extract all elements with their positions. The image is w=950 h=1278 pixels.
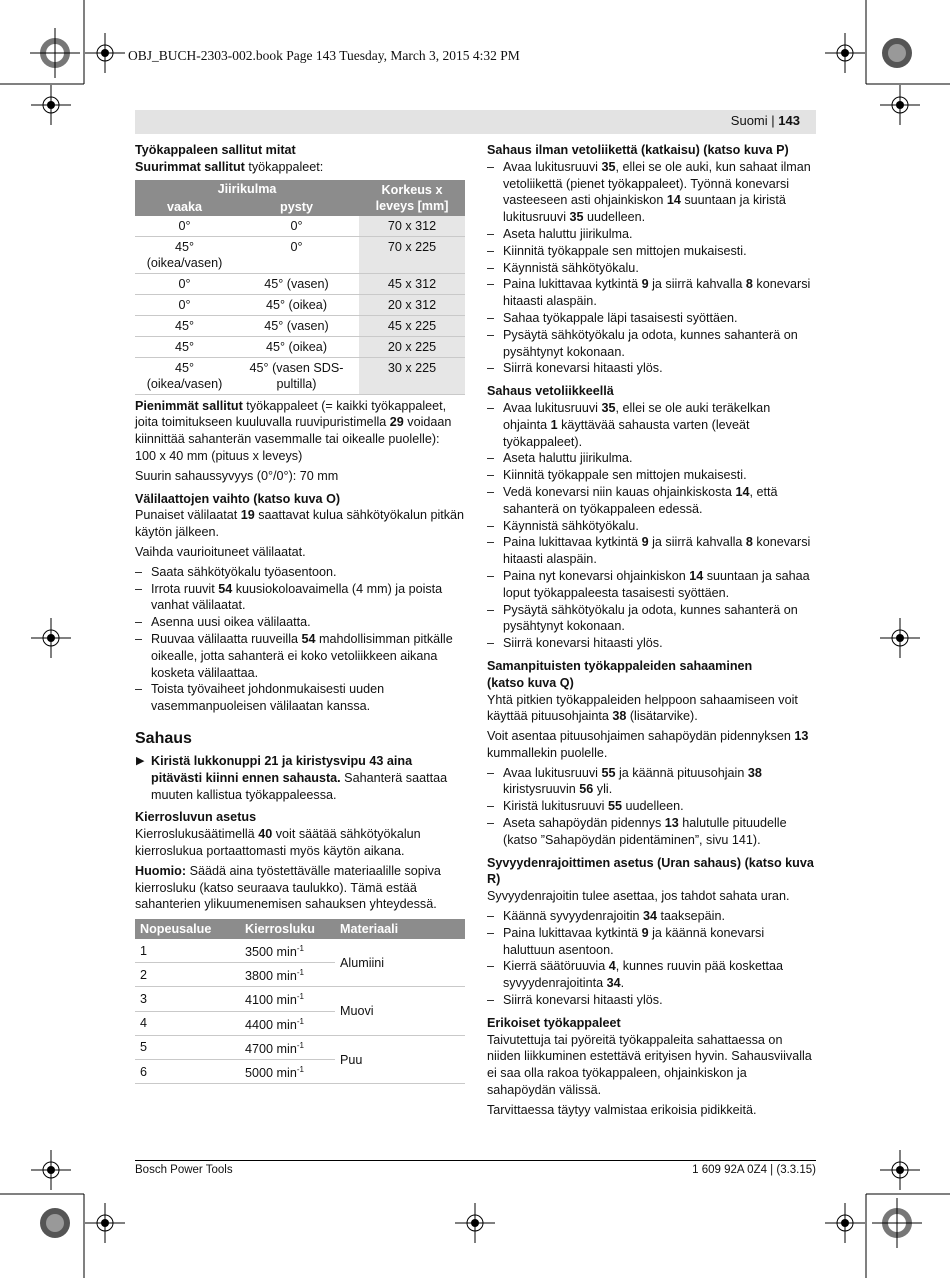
table-row: [135, 1035, 465, 1059]
ref-number: 35: [601, 159, 616, 174]
ref-number: 34: [606, 976, 621, 991]
cell-vertical: 45° (oikea): [234, 294, 359, 315]
text: kiristysruuvin: [503, 782, 580, 797]
safety-text: Sahanterä saattaa muuten kallistua työkappaleessa.: [151, 770, 448, 802]
text: Paina lukittavaa kytkintä: [503, 925, 642, 940]
cell-horizontal: 0°: [135, 294, 234, 315]
list-item: – Saata sähkötyökalu työasentoon.: [135, 564, 465, 581]
depth-stop-paragraph: Syvyydenrajoitin tulee asettaa, jos tahdot sahata uran.: [487, 889, 790, 904]
heading-insert-plates: Välilaattojen vaihto (katso kuva O): [135, 491, 341, 506]
list-item: – Pysäytä sähkötyökalu ja odota, kunnes sahanterä on pysähtynyt kokonaan.: [487, 602, 817, 636]
text: , että sahanterä on työkappaleen edessä.: [503, 484, 778, 516]
cell-stage: 5: [135, 1035, 240, 1059]
list-item: [487, 568, 817, 602]
text: Aseta sahapöydän pidennys: [503, 816, 665, 831]
cell-size: 30 x 225: [359, 357, 465, 394]
list-item: [135, 581, 465, 615]
cell-vertical: 0°: [234, 216, 359, 237]
cell-rpm: [240, 987, 335, 1011]
text: , kunnes ruuvin pää koskettaa syvyydenrajoitinta: [503, 959, 784, 991]
ref-number: 4: [608, 959, 616, 974]
text: ja käännä konevarsi haluttuun asentoon.: [503, 925, 765, 957]
col-header-stage: Nopeusalue: [135, 919, 240, 939]
text: halutulle pituudelle (katso ”Sahapöydän pidentäminen”, sivu 141).: [503, 816, 787, 847]
text: Avaa lukitusruuvi: [503, 400, 602, 415]
list-item: – Käynnistä sähkötyökalu.: [487, 518, 817, 535]
text: taaksepäin.: [657, 909, 725, 924]
table-row: [135, 987, 465, 1011]
note-text: Säädä aina työstettävälle materiaalille sopiva kierrosluku (katso seuraava taulukko). Tämä estää sahanterien ylikuumenemisen sahauksen yhteydessä.: [135, 863, 441, 912]
ref-number: 14: [689, 568, 704, 583]
text: ja siirrä kahvalla: [648, 535, 746, 550]
list-item: [487, 798, 817, 815]
min-dimensions: 100 x 40 mm (pituus x leveys): [135, 448, 303, 463]
heading-slide-cut: Sahaus vetoliikkeellä: [487, 384, 614, 399]
rpm-unit: min: [276, 945, 297, 960]
text: Yhtä pitkien työkappaleiden helppoon sahaamiseen voit käyttää pituusohjainta: [487, 692, 798, 724]
equal-length-paragraph-2: [487, 728, 817, 762]
list-item: [487, 815, 817, 849]
cell-size: 70 x 225: [359, 236, 465, 273]
heading-equal-length: [487, 658, 817, 692]
ref-number: 56: [579, 782, 594, 797]
text: saattavat kulua sähkötyökalun pitkän käytön jälkeen.: [135, 508, 465, 540]
table-row: [135, 357, 465, 394]
cell-rpm: [240, 963, 335, 987]
max-cut-depth: Suurin sahaussyvyys (0°/0°): 70 mm: [135, 468, 339, 483]
crosshair-mark-right-top: [880, 85, 920, 125]
registration-mark-bottom-left: [30, 1198, 80, 1248]
special-paragraph-2: Tarvittaessa täytyy valmistaa erikoisia pidikkeitä.: [487, 1102, 757, 1117]
list-item: – Sahaa työkappale läpi tasaisesti syöttäen.: [487, 310, 817, 327]
list-item: [487, 484, 817, 518]
cell-vertical: 45° (oikea): [234, 336, 359, 357]
text: uudelleen.: [583, 210, 646, 225]
cell-horizontal: 45°: [135, 315, 234, 336]
text: mahdollisimman pitkälle oikealle, jotta sahanterä ei koko vetoliikkeen aikana kosketa välilaattaa.: [151, 631, 453, 680]
rpm-value: 3800: [245, 969, 274, 984]
heading-line-2: (katso kuva Q): [487, 675, 574, 690]
insert-paragraph-2: Vaihda vaurioituneet välilaatat.: [135, 544, 306, 559]
heading-special-workpieces: Erikoiset työkappaleet: [487, 1015, 621, 1030]
rpm-exp: -1: [296, 1065, 304, 1075]
registration-mark-top-right: [872, 28, 922, 78]
ref-number: 14: [666, 193, 681, 208]
heading-speed-setting: Kierrosluvun asetus: [135, 810, 257, 825]
max-lead-text: työkappaleet:: [244, 159, 324, 174]
ref-number: 29: [389, 415, 404, 430]
registration-mark-bottom-right: [872, 1198, 922, 1248]
cell-size: 45 x 312: [359, 273, 465, 294]
col-header-size: Korkeus x leveys [mm]: [359, 180, 465, 216]
list-item: [487, 958, 817, 992]
list-item: [487, 276, 817, 310]
list-item: – Pysäytä sähkötyökalu ja odota, kunnes sahanterä on pysähtynyt kokonaan.: [487, 327, 817, 361]
rpm-exp: -1: [296, 944, 304, 954]
note-label: Huomio:: [135, 863, 187, 878]
ref-number: 9: [641, 535, 649, 550]
heading-sawing: Sahaus: [135, 729, 192, 747]
safety-note: [135, 753, 465, 803]
table-row: [135, 236, 465, 273]
list-item: – Toista työvaiheet johdonmukaisesti uuden vasemmanpuoleisen välilaatan kanssa.: [135, 681, 465, 715]
crosshair-mark-top-center-left: [85, 33, 125, 73]
insert-paragraph-1: [135, 507, 465, 541]
text: Avaa lukitusruuvi: [503, 159, 602, 174]
text: voit säätää sähkötyökalun kierroslukua portaattomasti myös käytön aikana.: [135, 827, 421, 858]
rpm-unit: min: [276, 1042, 297, 1057]
text: Ruuvaa välilaatta ruuveilla: [151, 631, 302, 646]
cell-rpm: [240, 1011, 335, 1035]
rpm-exp: -1: [296, 1040, 304, 1050]
header-section: Suomi: [730, 113, 768, 128]
cell-stage: 6: [135, 1060, 240, 1084]
depth-stop-steps: [487, 908, 817, 1009]
cell-material: Puu: [335, 1035, 465, 1083]
list-item: [487, 925, 817, 959]
crosshair-mark-left-bottom: [31, 1150, 71, 1190]
heading-chop-cut: Sahaus ilman vetoliikettä (katkaisu) (katso kuva P): [487, 143, 789, 157]
ref-number: 54: [218, 581, 233, 596]
min-bold: Pienimmät sallitut: [135, 398, 243, 413]
rpm-exp: -1: [296, 968, 304, 978]
speed-paragraph: [135, 826, 465, 860]
text: Paina lukittavaa kytkintä: [503, 535, 642, 550]
right-column: [487, 142, 817, 1122]
chop-cut-steps: [487, 159, 817, 377]
special-paragraph-1: Taivutettuja tai pyöreitä työkappaleita sahattaessa on niiden liikkuminen estettävä erityisen hyvin. Sahausviivalla ei saa olla rakoa työkappaleen, ohjainkiskon ja sahapöydän välissä.: [487, 1032, 812, 1098]
text: yli.: [593, 782, 613, 797]
rpm-value: 5000: [245, 1066, 274, 1081]
ref-number: 38: [612, 709, 627, 724]
ref-number: 38: [747, 765, 762, 780]
cell-stage: 1: [135, 939, 240, 963]
list-item: [487, 908, 817, 925]
triangle-bullet-icon: ▶: [136, 754, 145, 767]
dimensions-table: [135, 180, 465, 395]
cell-vertical: 45° (vasen): [234, 273, 359, 294]
ref-number: 34: [643, 909, 658, 924]
heading-depth-stop: Syvyydenrajoittimen asetus (Uran sahaus) (katso kuva R): [487, 855, 814, 887]
list-item: – Asenna uusi oikea välilaatta.: [135, 614, 465, 631]
text: ja siirrä kahvalla: [648, 277, 746, 292]
crosshair-mark-bottom-center: [455, 1203, 495, 1243]
rpm-value: 4100: [245, 993, 274, 1008]
text: , ellei se ole auki teräkelkan ohjainta: [503, 400, 771, 432]
crosshair-mark-bottom-right: [825, 1203, 865, 1243]
equal-length-steps: [487, 765, 817, 849]
table-row: [135, 315, 465, 336]
text: konevarsi hitaasti alaspäin.: [503, 535, 811, 567]
header-separator: |: [771, 113, 775, 128]
ref-number: 9: [641, 925, 649, 940]
rpm-unit: min: [276, 1017, 297, 1032]
cell-vertical: 45° (vasen): [234, 315, 359, 336]
speed-table: [135, 919, 465, 1084]
text: Avaa lukitusruuvi: [503, 765, 602, 780]
running-header-band: [135, 110, 816, 134]
ref-number: 9: [641, 277, 649, 292]
insert-steps-list: [135, 564, 465, 715]
cell-vertical: 45° (vasen SDS-pultilla): [234, 357, 359, 394]
col-header-mitre: Jiirikulma: [135, 180, 359, 198]
col-header-material: Materiaali: [335, 919, 465, 939]
ref-number: 35: [601, 400, 616, 415]
text: suuntaan ja sahaa loput työkappaleesta tasaisesti syöttäen.: [503, 568, 810, 600]
cell-size: 70 x 312: [359, 216, 465, 237]
ref-number: 13: [664, 816, 679, 831]
ref-number: 55: [601, 765, 616, 780]
running-header: [731, 113, 800, 128]
ref-number: 14: [735, 484, 750, 499]
col-header-rpm: Kierrosluku: [240, 919, 335, 939]
text: Käännä syvyydenrajoitin: [503, 909, 644, 924]
crosshair-mark-right-middle: [880, 618, 920, 658]
crosshair-mark-bottom-left: [85, 1203, 125, 1243]
cell-horizontal: 0°: [135, 216, 234, 237]
text: kuusiokoloavaimella (4 mm) ja poista vanhat välilaatat.: [151, 581, 443, 613]
list-item: [487, 534, 817, 568]
cell-size: 20 x 225: [359, 336, 465, 357]
rpm-value: 3500: [245, 945, 274, 960]
col-header-horizontal: vaaka: [135, 198, 234, 216]
text: Paina lukittavaa kytkintä: [503, 277, 642, 292]
text: , ellei se ole auki, kun sahaat ilman vetoliikettä (pienet työkappaleet). Työnnä konevarsi vasteeseen asti ohjainkiskon: [503, 159, 811, 208]
page-number: 143: [778, 113, 800, 128]
cell-horizontal: 45° (oikea/vasen): [135, 236, 234, 273]
rpm-unit: min: [276, 993, 297, 1008]
list-item: [487, 400, 817, 450]
cell-size: 20 x 312: [359, 294, 465, 315]
rpm-exp: -1: [296, 992, 304, 1002]
note-paragraph: [135, 863, 465, 913]
text: .: [620, 976, 625, 991]
cell-rpm: [240, 939, 335, 963]
footer-doc-id: 1 609 92A 0Z4 | (3.3.15): [692, 1164, 816, 1176]
table-row: [135, 336, 465, 357]
text: käyttävää sahausta varten (leveät työkappaleet).: [503, 417, 750, 449]
cell-stage: 3: [135, 987, 240, 1011]
table-row: [135, 939, 465, 963]
text: Paina nyt konevarsi ohjainkiskon: [503, 568, 690, 583]
cell-rpm: [240, 1035, 335, 1059]
footer-rule: [135, 1160, 816, 1161]
cell-horizontal: 0°: [135, 273, 234, 294]
min-workpiece-paragraph: [135, 398, 465, 465]
table-row: [135, 273, 465, 294]
slide-cut-steps: [487, 400, 817, 652]
text: kummallekin puolelle.: [487, 745, 608, 760]
rpm-exp: -1: [296, 1016, 304, 1026]
ref-number: 55: [607, 799, 622, 814]
ref-number: 1: [550, 417, 558, 432]
text: konevarsi hitaasti alaspäin.: [503, 277, 811, 309]
ref-number: 19: [240, 508, 255, 523]
heading-line-1: Samanpituisten työkappaleiden sahaaminen: [487, 658, 753, 673]
list-item: – Siirrä konevarsi hitaasti ylös.: [487, 635, 817, 652]
text: Vedä konevarsi niin kauas ohjainkiskosta: [503, 484, 736, 499]
text: Punaiset välilaatat: [135, 508, 241, 523]
ref-number: 8: [745, 277, 753, 292]
cell-vertical: 0°: [234, 236, 359, 273]
heading-workpiece-dimensions: Työkappaleen sallitut mitat: [135, 143, 296, 157]
text: (lisätarvike).: [626, 709, 698, 724]
col-header-vertical: pysty: [234, 198, 359, 216]
cell-stage: 2: [135, 963, 240, 987]
text: Kiristä lukitusruuvi: [503, 799, 608, 814]
crosshair-mark-right-bottom: [880, 1150, 920, 1190]
cell-horizontal: 45° (oikea/vasen): [135, 357, 234, 394]
list-item: – Käynnistä sähkötyökalu.: [487, 260, 817, 277]
print-slug: OBJ_BUCH-2303-002.book Page 143 Tuesday, March 3, 2015 4:32 PM: [128, 48, 520, 63]
list-item: – Kiinnitä työkappale sen mittojen mukaisesti.: [487, 243, 817, 260]
cell-rpm: [240, 1060, 335, 1084]
table-row: [135, 294, 465, 315]
cell-size: 45 x 225: [359, 315, 465, 336]
ref-number: 35: [569, 210, 584, 225]
list-item: – Siirrä konevarsi hitaasti ylös.: [487, 360, 817, 377]
max-lead-bold: Suurimmat sallitut: [135, 159, 245, 174]
rpm-value: 4700: [245, 1042, 274, 1057]
min-text-2: voidaan kiinnittää sahanterän vasemmalle tai oikealle puolelle):: [135, 415, 452, 447]
crosshair-mark-top-right: [825, 33, 865, 73]
list-item: [487, 159, 817, 226]
list-item: [487, 765, 817, 799]
list-item: – Aseta haluttu jiirikulma.: [487, 450, 817, 467]
text: ja käännä pituusohjain: [615, 765, 748, 780]
list-item: [135, 631, 465, 681]
max-workpiece-lead: [135, 159, 465, 176]
crosshair-mark-left-middle: [31, 618, 71, 658]
rpm-value: 4400: [245, 1017, 274, 1032]
text: Kierroslukusäätimellä: [135, 827, 259, 842]
list-item: – Siirrä konevarsi hitaasti ylös.: [487, 992, 817, 1009]
text: Voit asentaa pituusohjaimen sahapöydän pidennyksen: [487, 729, 795, 744]
safety-bold: Kiristä lukkonuppi 21 ja kiristysvipu 43 aina pitävästi kiinni ennen sahausta.: [151, 753, 413, 785]
crosshair-mark-left-top: [31, 85, 71, 125]
text: suuntaan ja kiristä lukitusruuvi: [503, 193, 786, 225]
cell-material: Alumiini: [335, 939, 465, 987]
ref-number: 13: [794, 729, 809, 744]
text: Kierrä säätöruuvia: [503, 959, 609, 974]
footer-brand: Bosch Power Tools: [135, 1164, 233, 1176]
list-item: – Aseta haluttu jiirikulma.: [487, 226, 817, 243]
text: uudelleen.: [622, 799, 684, 814]
registration-mark-top-left: [30, 28, 80, 78]
ref-number: 40: [258, 827, 273, 842]
list-item: – Kiinnitä työkappale sen mittojen mukaisesti.: [487, 467, 817, 484]
rpm-unit: min: [276, 1066, 297, 1081]
cell-horizontal: 45°: [135, 336, 234, 357]
equal-length-paragraph-1: [487, 692, 817, 726]
table-row: [135, 216, 465, 237]
text: Irrota ruuvit: [151, 581, 219, 596]
ref-number: 54: [301, 631, 316, 646]
ref-number: 8: [745, 535, 753, 550]
min-text-1: työkappaleet (= kaikki työkappaleet, joita toimitukseen kuuluvalla ruuvipuristimella: [135, 398, 447, 430]
rpm-unit: min: [276, 969, 297, 984]
cell-material: Muovi: [335, 987, 465, 1035]
cell-stage: 4: [135, 1011, 240, 1035]
left-column: [135, 142, 465, 1087]
